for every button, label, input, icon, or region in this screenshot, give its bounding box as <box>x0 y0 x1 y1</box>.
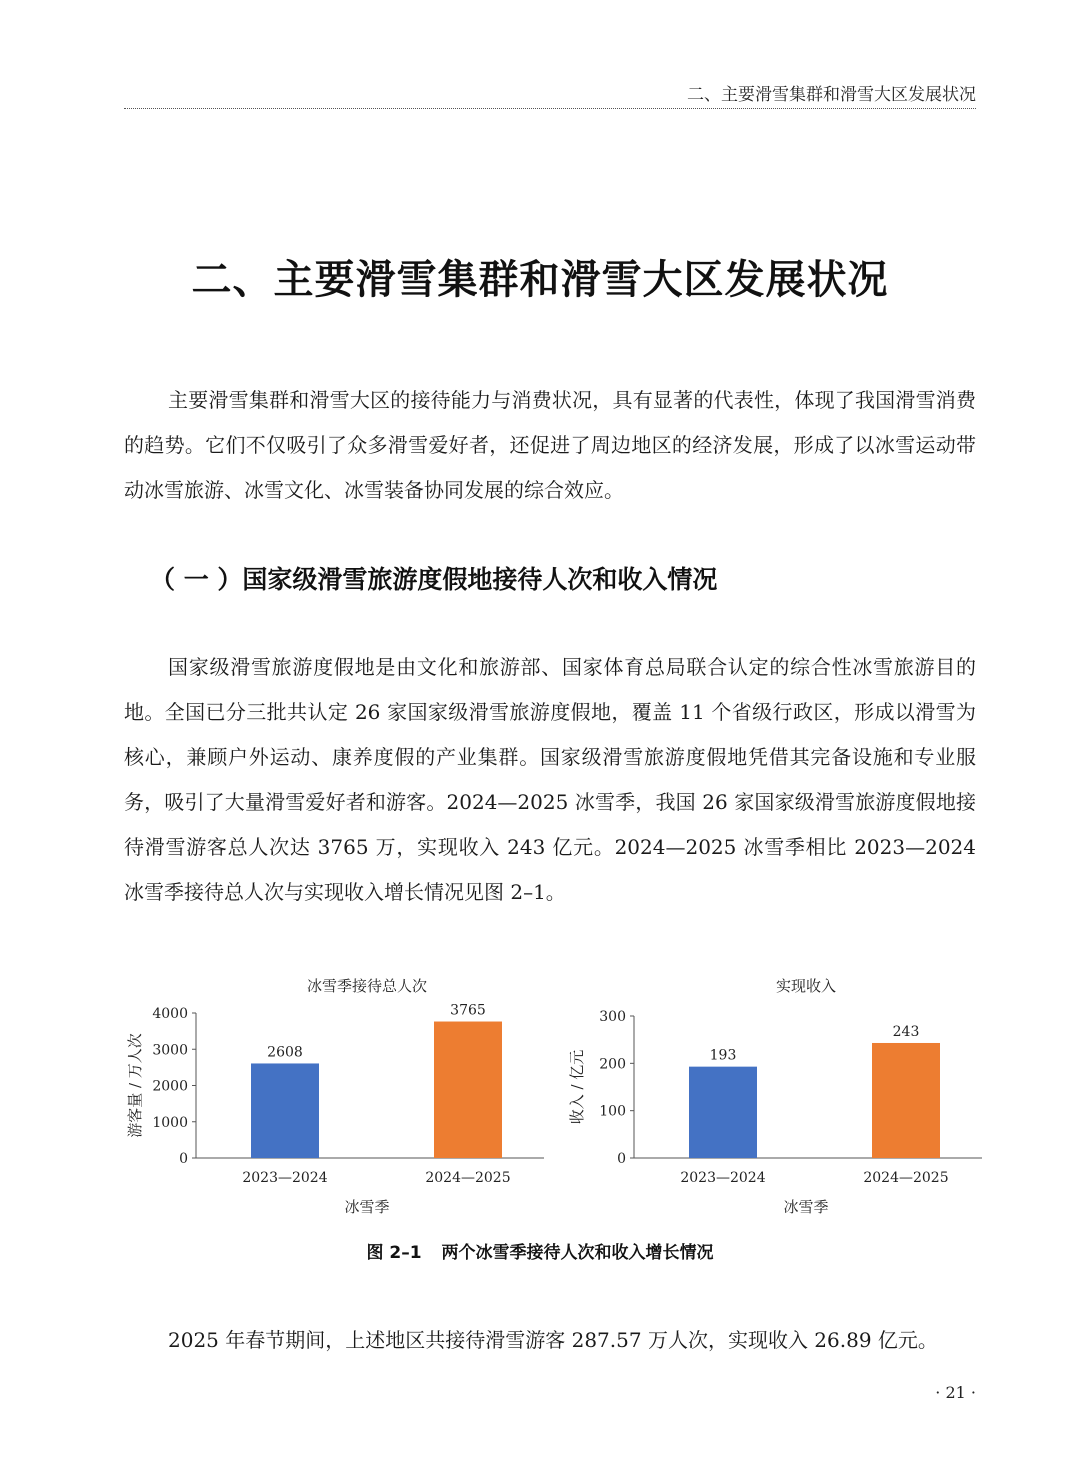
figure-caption-text: 两个冰雪季接待人次和收入增长情况 <box>441 1243 714 1263</box>
bar-2023—2024 <box>251 1063 319 1158</box>
header-divider <box>124 108 976 109</box>
y-tick-label: 3000 <box>152 1042 188 1059</box>
bar-charts <box>0 965 1080 1225</box>
data-label: 3765 <box>450 1002 486 1019</box>
chart-title: 冰雪季接待总人次 <box>306 977 428 995</box>
data-label: 2608 <box>267 1044 303 1061</box>
y-tick-label: 0 <box>617 1151 626 1167</box>
data-label: 243 <box>892 1023 920 1040</box>
y-tick-label: 300 <box>599 1009 626 1025</box>
y-axis-label: 收入 / 亿元 <box>568 1049 586 1125</box>
y-tick-label: 2000 <box>152 1078 188 1095</box>
y-axis-label: 游客量 / 万人次 <box>126 1033 144 1138</box>
data-label: 193 <box>709 1047 737 1064</box>
bar-2024—2025 <box>872 1043 940 1158</box>
bar-2024—2025 <box>434 1022 502 1158</box>
x-axis-label: 冰雪季 <box>344 1198 390 1216</box>
body-paragraph: 国家级滑雪旅游度假地是由文化和旅游部、国家体育总局联合认定的综合性冰雪旅游目的地。全国已分三批共认定 26 家国家级滑雪旅游度假地，覆盖 11 个省级行政区，形成以滑雪为核心，兼顾户外运动、康养度假的产业集群。国家级滑雪旅游度假地凭借其完备设施和专业服务，吸引了大量滑雪爱好者和游客。2024—2025 冰雪季，我国 26 家国家级滑雪旅游度假地接待滑雪游客总人次达 3765 万，实现收入 243 亿元。2024—2025 冰雪季相比 2023—2024 冰雪季接待总人次与实现收入增长情况见图 2–1。 <box>124 655 976 904</box>
y-tick-label: 200 <box>599 1056 626 1073</box>
y-tick-label: 0 <box>179 1151 188 1167</box>
x-tick-label: 2023—2024 <box>242 1170 328 1186</box>
closing-paragraph: 2025 年春节期间，上述地区共接待滑雪游客 287.57 万人次，实现收入 26.89 亿元。 <box>168 1328 938 1352</box>
x-axis-label: 冰雪季 <box>783 1198 829 1216</box>
x-tick-label: 2024—2025 <box>863 1170 949 1186</box>
y-tick-label: 4000 <box>152 1006 188 1022</box>
intro-paragraph: 主要滑雪集群和滑雪大区的接待能力与消费状况，具有显著的代表性，体现了我国滑雪消费的趋势。它们不仅吸引了众多滑雪爱好者，还促进了周边地区的经济发展，形成了以冰雪运动带动冰雪旅游、冰雪文化、冰雪装备协同发展的综合效应。 <box>124 388 976 502</box>
page-number: · 21 · <box>935 1383 976 1402</box>
x-tick-label: 2024—2025 <box>425 1170 511 1186</box>
y-tick-label: 100 <box>599 1103 626 1120</box>
running-head: 二、主要滑雪集群和滑雪大区发展状况 <box>687 85 976 105</box>
figure-caption <box>0 1238 1080 1263</box>
x-tick-label: 2023—2024 <box>680 1170 766 1186</box>
chart-title: 实现收入 <box>775 977 837 995</box>
section-title: （ 一 ）国家级滑雪旅游度假地接待人次和收入情况 <box>150 565 718 594</box>
figure-2-1 <box>0 965 1080 1225</box>
bar-2023—2024 <box>689 1067 757 1158</box>
figure-number: 图 2–1 <box>366 1243 422 1263</box>
page-title: 二、主要滑雪集群和滑雪大区发展状况 <box>191 256 889 303</box>
y-tick-label: 1000 <box>152 1114 188 1131</box>
